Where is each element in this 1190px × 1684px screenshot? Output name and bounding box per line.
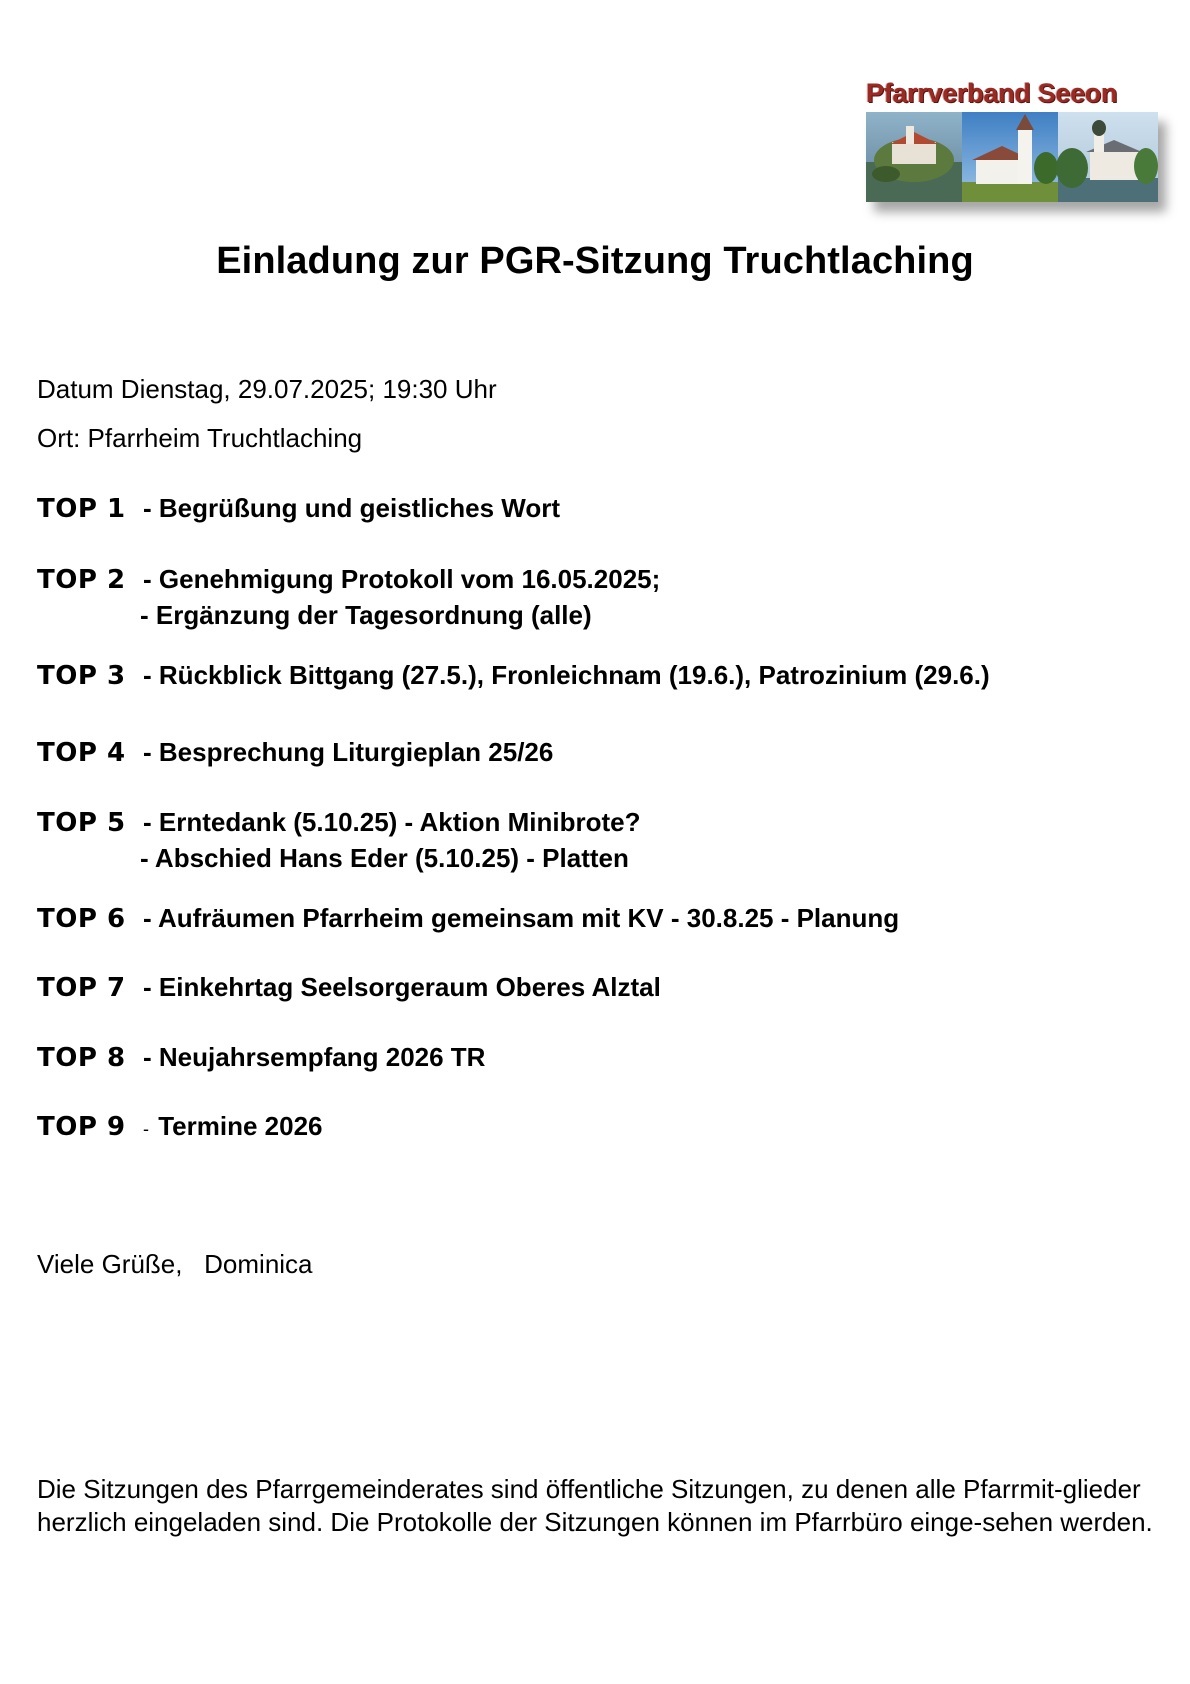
agenda-number: TOP 7 <box>37 973 126 1003</box>
agenda-text: Termine 2026 <box>158 1111 323 1141</box>
parish-logo <box>860 78 1160 208</box>
agenda-separator: - <box>143 493 152 523</box>
agenda-text: Einkehrtag Seelsorgeraum Oberes Alztal <box>158 972 661 1002</box>
agenda-number: TOP 1 <box>37 494 126 524</box>
agenda-text: Aufräumen Pfarrheim gemeinsam mit KV - 30.8.25 - Planung <box>157 903 900 933</box>
agenda-number: TOP 5 <box>37 808 126 838</box>
logo-title: Pfarrverband Seeon <box>866 78 1118 108</box>
meeting-place: Ort: Pfarrheim Truchtlaching <box>37 423 363 453</box>
agenda-number: TOP 2 <box>37 565 126 595</box>
agenda-text: Besprechung Liturgieplan 25/26 <box>158 737 554 767</box>
agenda-separator: - <box>143 1042 152 1072</box>
agenda-item-5 <box>37 804 640 876</box>
agenda-item-8 <box>37 1039 485 1075</box>
agenda-separator: - <box>143 903 152 933</box>
church-tower-photo <box>962 112 1058 202</box>
agenda-item-6 <box>37 900 899 936</box>
agenda-continuation: - Abschied Hans Eder (5.10.25) - Platten <box>140 843 629 873</box>
agenda-number: TOP 6 <box>37 904 126 934</box>
agenda-number: TOP 4 <box>37 738 126 768</box>
monastery-island-photo <box>866 112 962 202</box>
agenda-separator: - <box>143 564 152 594</box>
agenda-text: Neujahrsempfang 2026 TR <box>158 1042 486 1072</box>
agenda-text: Erntedank (5.10.25) - Aktion Minibrote? <box>158 807 641 837</box>
agenda-item-9 <box>37 1108 323 1144</box>
agenda-text: Begrüßung und geistliches Wort <box>158 493 560 523</box>
meeting-date: Datum Dienstag, 29.07.2025; 19:30 Uhr <box>37 374 497 404</box>
agenda-item-4 <box>37 734 553 770</box>
agenda-separator: - <box>143 972 152 1002</box>
closing-greeting: Viele Grüße, Dominica <box>37 1249 313 1279</box>
agenda-number: TOP 9 <box>37 1112 126 1142</box>
agenda-item-1 <box>37 490 560 526</box>
page-title: Einladung zur PGR-Sitzung Truchtlaching <box>216 240 974 282</box>
agenda-separator: - <box>143 807 152 837</box>
agenda-number: TOP 3 <box>37 661 126 691</box>
agenda-item-2 <box>37 561 660 633</box>
agenda-continuation: - Ergänzung der Tagesordnung (alle) <box>140 600 592 630</box>
agenda-text: Rückblick Bittgang (27.5.), Fronleichnam (19.6.), Patrozinium (29.6.) <box>158 660 990 690</box>
agenda-number: TOP 8 <box>37 1043 126 1073</box>
logo-photo-strip <box>866 112 1158 202</box>
agenda-item-3 <box>37 657 990 693</box>
agenda-separator: - <box>143 737 152 767</box>
agenda-text: Genehmigung Protokoll vom 16.05.2025; <box>158 564 661 594</box>
agenda-separator: - <box>143 660 152 690</box>
agenda-separator: - <box>143 1119 149 1139</box>
footer-note: Die Sitzungen des Pfarrgemeinderates sind öffentliche Sitzungen, zu denen alle Pfarrmit-glieder herzlich eingeladen sind. Die Protokolle der Sitzungen können im Pfarrbüro einge-sehen werden. <box>37 1474 1153 1537</box>
agenda-item-7 <box>37 969 661 1005</box>
onion-dome-church-photo <box>1056 112 1158 202</box>
